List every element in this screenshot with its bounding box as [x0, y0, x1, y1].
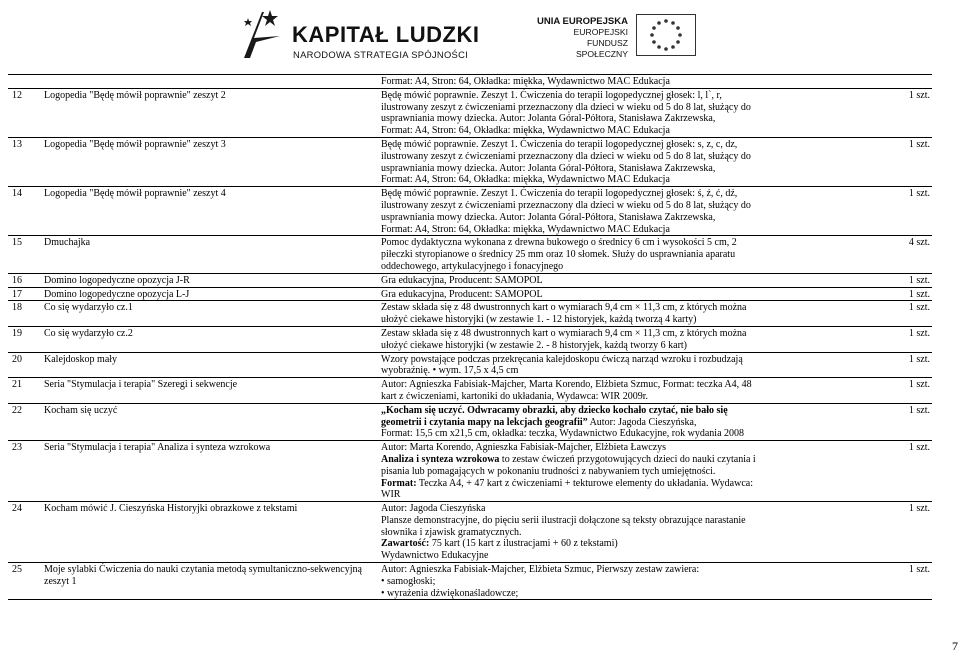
row-qty: 1 szt. — [829, 352, 932, 378]
desc-line-bold: geometrii i czytania mapy na lekcjach geografii” — [381, 416, 588, 428]
row-desc — [378, 403, 829, 440]
row-name: Seria "Stymulacja i terapia" Analiza i synteza wzrokowa — [41, 441, 378, 502]
row-number: 17 — [8, 287, 41, 301]
row-qty: 1 szt. — [829, 88, 932, 137]
row-qty: 1 szt. — [829, 378, 932, 404]
desc-line: Format: A4, Stron: 64, Okładka: miękka, Wydawnictwo MAC Edukacja — [381, 223, 670, 235]
table-row-fragment — [8, 75, 932, 89]
bullet-list — [381, 576, 826, 600]
row-number: 23 — [8, 441, 41, 502]
row-qty: 1 szt. — [829, 326, 932, 352]
row-desc — [378, 301, 829, 327]
eu-logo-text — [536, 16, 628, 60]
row-name: Logopedia "Będę mówił poprawnie" zeszyt 4 — [41, 187, 378, 236]
row-number: 13 — [8, 137, 41, 186]
kapital-ludzki-title: KAPITAŁ LUDZKI — [292, 22, 480, 47]
desc-line: oddechowego, artykulacyjnego i fonacyjnego — [381, 260, 564, 272]
row-number: 24 — [8, 502, 41, 563]
desc-line: Będę mówić poprawnie. Zeszyt 1. Ćwiczenia do terapii logopedycznej głosek: s, z, c, dz, — [381, 138, 738, 150]
eu-line-2: EUROPEJSKI — [573, 27, 628, 37]
row-desc — [378, 236, 829, 273]
row-name: Logopedia "Będę mówił poprawnie" zeszyt 2 — [41, 88, 378, 137]
desc-line-bold: „Kocham się uczyć. Odwracamy obrazki, aby dziecko kochało czytać, nie bało się — [381, 404, 728, 416]
desc-line: ułożyć ciekawe historyjki (w zestawie 1. - 12 historyjek, każdą tworzą 4 karty) — [381, 314, 697, 326]
desc-line: Pomoc dydaktyczna wykonana z drewna bukowego o średnicy 6 cm i wysokości 5 cm, 2 — [381, 237, 737, 249]
desc-bold: Analiza i synteza wzrokowa — [381, 453, 500, 465]
row-number: 15 — [8, 236, 41, 273]
row-qty: 1 szt. — [829, 301, 932, 327]
items-table — [8, 74, 932, 600]
desc-text: WIR — [381, 489, 401, 501]
desc-text: pisania lub pomagających w pokonaniu trudności z nabywaniem tych umiejętności. — [381, 465, 716, 477]
table-row — [8, 287, 932, 301]
row-desc — [378, 502, 829, 563]
desc-line: Format: A4, Stron: 64, Okładka: miękka, Wydawnictwo MAC Edukacja — [381, 174, 670, 186]
table-row — [8, 236, 932, 273]
row-qty: 1 szt. — [829, 563, 932, 600]
desc-text: Wydawnictwo Edukacyjne — [381, 550, 489, 562]
eu-line-3: FUNDUSZ SPOŁECZNY — [575, 38, 628, 59]
row-qty: 1 szt. — [829, 137, 932, 186]
row-desc — [378, 137, 829, 186]
desc-text: Autor: Jagoda Cieszyńska — [381, 503, 486, 515]
table-row — [8, 137, 932, 186]
row-qty: 1 szt. — [829, 273, 932, 287]
row-desc — [378, 88, 829, 137]
desc-text: słownika i zjawisk gramatycznych. — [381, 526, 522, 538]
row-fragment-desc: Format: A4, Stron: 64, Okładka: miękka, Wydawnictwo MAC Edukacja — [378, 75, 829, 89]
row-desc — [378, 352, 829, 378]
desc-line: ilustrowany zeszyt z ćwiczeniami przeznaczony dla dzieci w wieku od 5 do 8 lat, służący do — [381, 199, 751, 211]
desc-bold: Zawartość: — [381, 538, 430, 550]
desc-text: Teczka A4, + 47 kart z ćwiczeniami + tekturowe elementy do układania. Wydawca: — [416, 477, 753, 489]
row-desc — [378, 187, 829, 236]
desc-line: usprawniania mowy dziecka. Autor: Jolanta Góral-Półtora, Stanisława Zakrzewska, — [381, 211, 716, 223]
kapital-ludzki-logo — [240, 6, 480, 66]
row-number: 14 — [8, 187, 41, 236]
eu-flag-icon — [636, 14, 696, 56]
desc-line: usprawniania mowy dziecka. Autor: Jolanta Góral-Półtora, Stanisława Zakrzewska, — [381, 113, 716, 125]
page-number: 7 — [952, 639, 958, 653]
row-desc — [378, 563, 829, 600]
kapital-ludzki-star-icon — [240, 6, 284, 62]
row-desc: Gra edukacyjna, Producent: SAMOPOL — [378, 273, 829, 287]
desc-line: piłeczki styropianowe o średnicy 25 mm oraz 10 słomek. Służy do usprawniania aparatu — [381, 249, 736, 261]
row-qty: 1 szt. — [829, 403, 932, 440]
desc-line: ilustrowany zeszyt z ćwiczeniami przeznaczony dla dzieci w wieku od 5 do 8 lat, służący do — [381, 150, 751, 162]
row-name: Logopedia "Będę mówił poprawnie" zeszyt 3 — [41, 137, 378, 186]
desc-text: 75 kart (15 kart z ilustracjami + 60 z tekstami) — [429, 538, 618, 550]
row-desc — [378, 326, 829, 352]
row-name: Co się wydarzyło cz.2 — [41, 326, 378, 352]
row-number: 21 — [8, 378, 41, 404]
table-row — [8, 326, 932, 352]
table-row — [8, 301, 932, 327]
bullet-item: • samogłoski; — [381, 576, 826, 588]
desc-line: Będę mówić poprawnie. Zeszyt 1. Ćwiczenia do terapii logopedycznej głosek: l, l`, r, — [381, 89, 722, 101]
desc-text: Plansze demonstracyjne, do pięciu serii ilustracji dołączone są teksty obrazujące narastanie — [381, 514, 746, 526]
desc-line-tail: Autor: Jagoda Cieszyńska, — [587, 416, 697, 428]
row-name: Moje sylabki Ćwiczenia do nauki czytania metodą symultaniczno-sekwencyjną zeszyt 1 — [41, 563, 378, 600]
row-qty: 4 szt. — [829, 236, 932, 273]
desc-line: Autor: Agnieszka Fabisiak-Majcher, Marta Korendo, Elżbieta Szmuc, Format: teczka A4, 48 — [381, 379, 752, 391]
desc-line: ułożyć ciekawe historyjki (w zestawie 2. - 8 historyjek, każdą tworzy 6 kart) — [381, 339, 688, 351]
table-row — [8, 88, 932, 137]
row-name: Co się wydarzyło cz.1 — [41, 301, 378, 327]
desc-line: wyobraźnię. • wym. 17,5 x 4,5 cm — [381, 365, 519, 377]
desc-text: to zestaw ćwiczeń przygotowujących dzieci do nauki czytania i — [499, 453, 756, 465]
row-name: Seria "Stymulacja i terapia" Szeregi i sekwencje — [41, 378, 378, 404]
bullet-item: • wyrażenia dźwiękonaśladowcze; — [381, 588, 826, 600]
row-qty: 1 szt. — [829, 187, 932, 236]
desc-line: Zestaw składa się z 48 dwustronnych kart o wymiarach 9,4 cm × 11,3 cm, z których można — [381, 302, 747, 314]
table-row — [8, 502, 932, 563]
row-name: Kalejdoskop mały — [41, 352, 378, 378]
table-row — [8, 563, 932, 600]
desc-line: Format: 15,5 cm x21,5 cm, okładka: teczka, Wydawnictwo Edukacyjne, rok wydania 2008 — [381, 428, 745, 440]
table-row — [8, 378, 932, 404]
desc-line: ilustrowany zeszyt z ćwiczeniami przeznaczony dla dzieci w wieku od 5 do 8 lat, służący do — [381, 101, 751, 113]
desc-bold: Format: — [381, 477, 417, 489]
row-number: 20 — [8, 352, 41, 378]
desc-line: Zestaw składa się z 48 dwustronnych kart o wymiarach 9,4 cm × 11,3 cm, z których można — [381, 327, 747, 339]
row-qty: 1 szt. — [829, 441, 932, 502]
row-desc: Gra edukacyjna, Producent: SAMOPOL — [378, 287, 829, 301]
table-row — [8, 187, 932, 236]
eu-line-1: UNIA EUROPEJSKA — [537, 16, 628, 27]
row-name: Domino logopedyczne opozycja L-J — [41, 287, 378, 301]
kapital-ludzki-subtitle: NARODOWA STRATEGIA SPÓJNOŚCI — [293, 49, 469, 60]
desc-line: Wzory powstające podczas przekręcania kalejdoskopu ćwiczą narząd wzroku i rozbudzają — [381, 353, 743, 365]
row-name: Domino logopedyczne opozycja J-R — [41, 273, 378, 287]
desc-line: kart z ćwiczeniami, kartoniki do układania, Wydawca: WIR 2009r. — [381, 390, 648, 402]
desc-line: Format: A4, Stron: 64, Okładka: miękka, Wydawnictwo MAC Edukacja — [381, 125, 670, 137]
row-qty: 1 szt. — [829, 502, 932, 563]
row-name: Kocham się uczyć — [41, 403, 378, 440]
table-row — [8, 273, 932, 287]
row-number: 25 — [8, 563, 41, 600]
row-number: 12 — [8, 88, 41, 137]
row-qty: 1 szt. — [829, 287, 932, 301]
table-row — [8, 403, 932, 440]
row-number: 19 — [8, 326, 41, 352]
eu-logo — [536, 14, 736, 60]
row-name: Kocham mówić J. Cieszyńska Historyjki obrazkowe z tekstami — [41, 502, 378, 563]
row-desc — [378, 441, 829, 502]
row-number: 22 — [8, 403, 41, 440]
row-desc — [378, 378, 829, 404]
desc-line: usprawniania mowy dziecka. Autor: Jolanta Góral-Półtora, Stanisława Zakrzewska, — [381, 162, 716, 174]
row-number: 18 — [8, 301, 41, 327]
table-row — [8, 441, 932, 502]
row-number: 16 — [8, 273, 41, 287]
table-row — [8, 352, 932, 378]
desc-text: Autor: Agnieszka Fabisiak-Majcher, Elżbieta Szmuc, Pierwszy zestaw zawiera: — [381, 564, 700, 576]
row-name: Dmuchajka — [41, 236, 378, 273]
desc-line: Będę mówić poprawnie. Zeszyt 1. Ćwiczenia do terapii logopedycznej głosek: ś, ź, ć, dź, — [381, 188, 738, 200]
desc-text: Autor: Marta Korendo, Agnieszka Fabisiak-Majcher, Elżbieta Ławczys — [381, 442, 667, 454]
